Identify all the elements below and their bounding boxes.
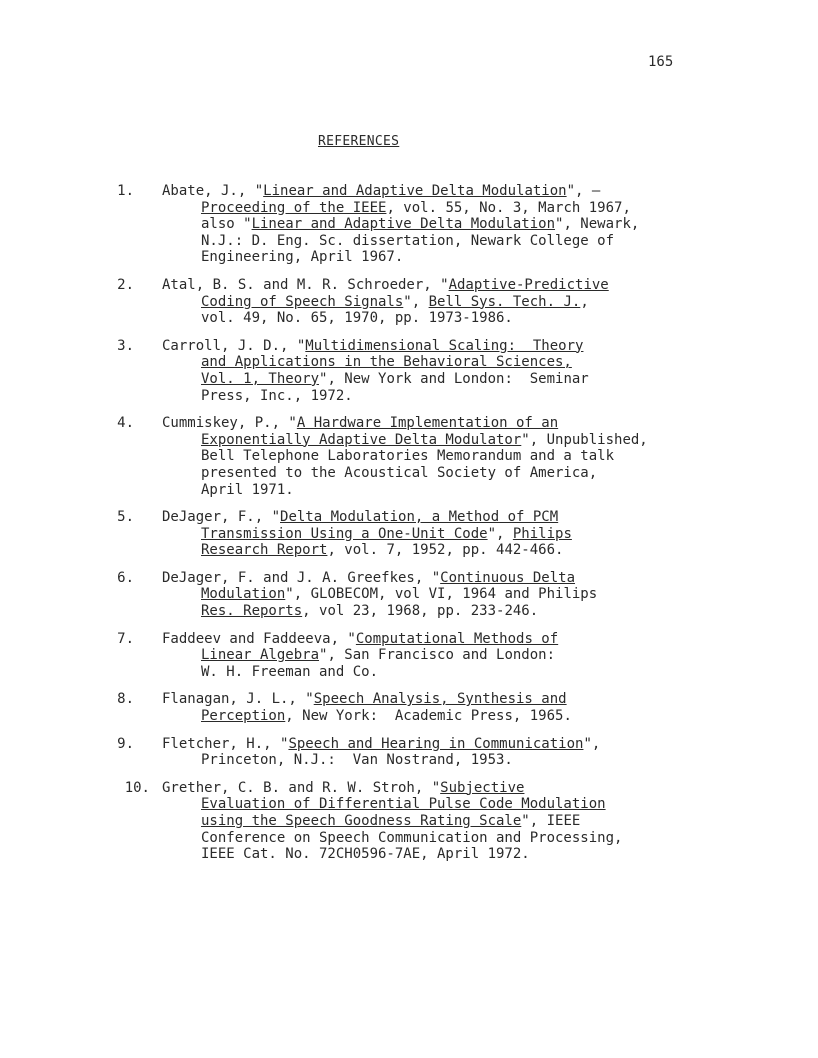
reference-item bbox=[0, 780, 818, 863]
reference-text: Atal, B. S. and M. R. Schroeder, " bbox=[162, 276, 449, 293]
underlined-title-text: Multidimensional Scaling: Theory bbox=[305, 337, 584, 354]
reference-text: DeJager, F. and J. A. Greefkes, " bbox=[162, 569, 441, 586]
reference-line bbox=[0, 647, 818, 664]
reference-text: , vol. 7, 1952, pp. 442-466. bbox=[327, 542, 564, 559]
underlined-title-text: Evaluation of Differential Pulse Code Modulation bbox=[201, 796, 606, 813]
reference-item bbox=[0, 631, 818, 681]
reference-text: Fletcher, H., " bbox=[162, 735, 289, 752]
reference-number: 7. bbox=[117, 630, 134, 647]
reference-text: Engineering, April 1967. bbox=[201, 249, 404, 266]
reference-text: ", bbox=[583, 735, 601, 752]
reference-line bbox=[0, 448, 818, 465]
references-list bbox=[0, 183, 818, 874]
reference-line bbox=[0, 796, 818, 813]
reference-line bbox=[0, 603, 818, 620]
reference-text: Flanagan, J. L., " bbox=[162, 691, 314, 708]
reference-text: Press, Inc., 1972. bbox=[201, 387, 353, 404]
reference-text: Grether, C. B. and R. W. Stroh, " bbox=[162, 779, 441, 796]
reference-line bbox=[0, 249, 818, 266]
reference-text: , vol 23, 1968, pp. 233-246. bbox=[302, 603, 539, 620]
reference-line bbox=[0, 813, 818, 830]
reference-text: ", Newark, bbox=[555, 216, 640, 233]
reference-line bbox=[0, 526, 818, 543]
reference-text: ", bbox=[487, 525, 513, 542]
reference-number: 10. bbox=[124, 779, 150, 796]
reference-number: 5. bbox=[117, 509, 134, 526]
reference-text: N.J.: D. Eng. Sc. dissertation, Newark College of bbox=[201, 232, 615, 249]
underlined-title-text: Res. Reports bbox=[201, 603, 303, 620]
underlined-title-text: Proceeding of the IEEE bbox=[201, 199, 387, 216]
underlined-title-text: Linear and Adaptive Delta Modulation bbox=[263, 183, 567, 199]
references-heading: REFERENCES bbox=[318, 134, 400, 149]
underlined-title-text: Linear Algebra bbox=[201, 647, 320, 664]
reference-text: ", IEEE bbox=[521, 813, 581, 829]
reference-number: 3. bbox=[117, 337, 134, 354]
underlined-title-text: Transmission Using a One-Unit Code bbox=[201, 525, 488, 542]
underlined-title-text: Philips bbox=[512, 525, 572, 542]
underlined-title-text: Vol. 1, Theory bbox=[201, 370, 320, 387]
reference-item bbox=[0, 736, 818, 769]
reference-text: ", bbox=[403, 293, 429, 310]
underlined-title-text: and Applications in the Behavioral Sciences, bbox=[201, 354, 572, 371]
reference-item bbox=[0, 183, 818, 266]
reference-text: Bell Telephone Laboratories Memorandum and a talk bbox=[201, 448, 615, 465]
reference-line bbox=[0, 465, 818, 482]
reference-line bbox=[0, 371, 818, 388]
underlined-title-text: Continuous Delta bbox=[440, 569, 576, 586]
underlined-title-text: Modulation bbox=[201, 586, 286, 603]
reference-line bbox=[0, 664, 818, 681]
underlined-title-text: using the Speech Goodness Rating Scale bbox=[201, 813, 522, 829]
reference-line bbox=[0, 216, 818, 233]
underlined-title-text: Computational Methods of bbox=[355, 630, 559, 647]
underlined-title-text: A Hardware Implementation of an bbox=[296, 415, 559, 432]
reference-text: Cummiskey, P., " bbox=[162, 415, 297, 432]
reference-text: , vol. 55, No. 3, March 1967, bbox=[386, 199, 631, 216]
reference-text: ", San Francisco and London: bbox=[319, 647, 556, 664]
reference-text: Princeton, N.J.: Van Nostrand, 1953. bbox=[201, 752, 513, 769]
reference-line bbox=[0, 432, 818, 449]
page-number: 165 bbox=[648, 54, 674, 70]
underlined-title-text: Delta Modulation, a Method of PCM bbox=[280, 509, 559, 526]
reference-text: Carroll, J. D., " bbox=[162, 337, 306, 354]
underlined-title-text: Subjective bbox=[440, 779, 525, 796]
reference-text: ", New York and London: Seminar bbox=[319, 370, 589, 387]
underlined-title-text: Speech and Hearing in Communication bbox=[288, 735, 584, 752]
reference-text: ", GLOBECOM, vol VI, 1964 and Philips bbox=[285, 586, 598, 603]
underlined-title-text: Adaptive-Predictive bbox=[448, 276, 609, 293]
reference-line bbox=[0, 752, 818, 769]
reference-number: 8. bbox=[117, 691, 134, 708]
reference-text: presented to the Acoustical Society of America, bbox=[201, 464, 598, 481]
reference-text: DeJager, F., " bbox=[162, 509, 281, 526]
reference-text: ", Unpublished, bbox=[521, 431, 648, 448]
reference-line bbox=[0, 846, 818, 863]
underlined-title-text: Research Report bbox=[201, 542, 328, 559]
reference-text: Abate, J., " bbox=[162, 183, 264, 199]
underlined-title-text: Speech Analysis, Synthesis and bbox=[313, 691, 567, 708]
reference-item bbox=[0, 509, 818, 559]
reference-text: W. H. Freeman and Co. bbox=[201, 663, 379, 680]
reference-text: ", — bbox=[566, 183, 601, 199]
reference-number: 4. bbox=[117, 415, 134, 432]
reference-number: 6. bbox=[117, 569, 134, 586]
reference-item bbox=[0, 415, 818, 498]
reference-line bbox=[0, 200, 818, 217]
reference-line bbox=[0, 542, 818, 559]
reference-line bbox=[0, 388, 818, 405]
reference-line bbox=[0, 354, 818, 371]
reference-text: IEEE Cat. No. 72CH0596-7AE, April 1972. bbox=[201, 846, 530, 863]
reference-text: vol. 49, No. 65, 1970, pp. 1973-1986. bbox=[201, 310, 513, 327]
underlined-title-text: Coding of Speech Signals bbox=[201, 293, 404, 310]
reference-text: Faddeev and Faddeeva, " bbox=[162, 630, 356, 647]
reference-text: Conference on Speech Communication and Processing, bbox=[201, 829, 623, 846]
underlined-title-text: Exponentially Adaptive Delta Modulator bbox=[201, 431, 522, 448]
reference-item bbox=[0, 277, 818, 327]
reference-text: , New York: Academic Press, 1965. bbox=[285, 708, 572, 725]
reference-line bbox=[0, 830, 818, 847]
reference-text: , bbox=[580, 293, 589, 310]
reference-text: April 1971. bbox=[201, 481, 294, 498]
reference-line bbox=[0, 708, 818, 725]
underlined-title-text: Bell Sys. Tech. J. bbox=[428, 293, 581, 310]
reference-item bbox=[0, 691, 818, 724]
reference-line bbox=[0, 586, 818, 603]
reference-item bbox=[0, 338, 818, 404]
reference-line bbox=[0, 294, 818, 311]
underlined-title-text: Linear and Adaptive Delta Modulation bbox=[251, 216, 556, 233]
reference-line bbox=[0, 233, 818, 250]
underlined-title-text: Perception bbox=[201, 708, 286, 725]
reference-number: 1. bbox=[117, 183, 134, 199]
reference-number: 9. bbox=[117, 735, 134, 752]
reference-line bbox=[0, 482, 818, 499]
reference-line bbox=[0, 310, 818, 327]
reference-text: also " bbox=[201, 216, 252, 233]
reference-item bbox=[0, 570, 818, 620]
reference-number: 2. bbox=[117, 276, 134, 293]
